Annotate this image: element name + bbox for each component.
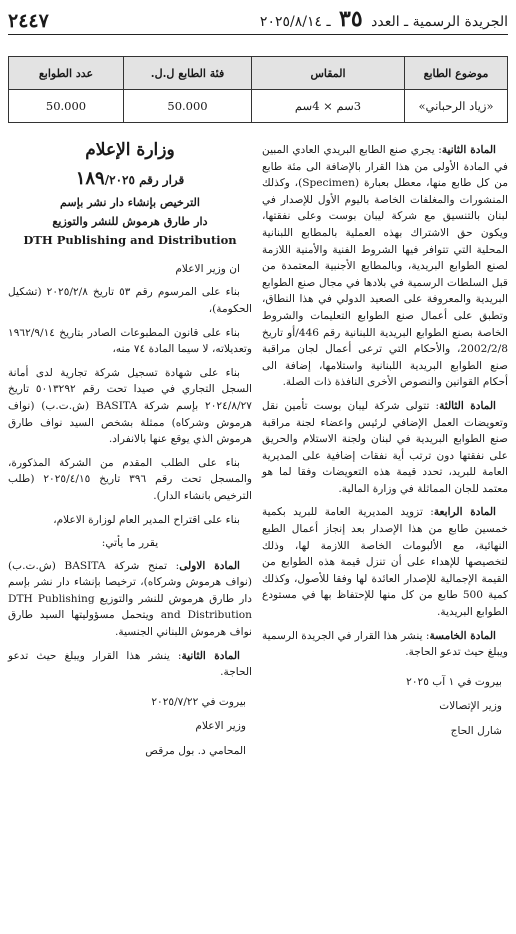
recital: بناء على المرسوم رقم ٥٣ تاريخ ٢٠٢٥/٢/٨ (تشكيل الحكومة)، xyxy=(8,286,252,315)
table-cell: 50.000 xyxy=(9,90,124,123)
article-paragraph xyxy=(8,648,252,681)
article-text: : يجري صنع الطابع البريدي العادي المبين في المادة الأولى من هذا القرار بالإضافة الى مئة طابع من كل طابع منها، معطل بعبارة (Specimen)، وكذلك المنشورات والمغلفات الخاصة باليوم الأول للإصدار في لبنان بالتنسيق مع شركة ليبان بوست وعلى نفقتها، ويكون حق الاشتراك بهذه العملية بالمطابع اللبنانية المحلية التي تتوافر فيها الشروط الفنية والأمنية اللازمة لصنع الطوابع البريدية، وبالمطابع الأجنبية المعتمدة من قبل السلطات الرسمية في بلادها في مجال صنع الطوابع البريدية والمعروفة على الصعيد الدولي في هذا النطاق، وتطبق على أعمال صنع الطوابع التعليمات والشروط الخاصة بصنع الطوابع البريدية اللبنانية رقم 446/أو تاريخ 2002/2/8، والأحكام التي ترعى أعمال لجان مراقبة صنع الطوابع البريدية اللبنانية واستلامها، إضافة الى أحكام القوانين والنصوص الأخرى النافذة ذات الصلة. xyxy=(262,144,508,389)
ministry-heading: وزارة الإعلام xyxy=(85,140,175,160)
table-row xyxy=(9,90,508,123)
issue-date: ٢٠٢٥/٨/١٤ xyxy=(259,14,322,30)
signature-place-date: بيروت في ٢٠٢٥/٧/٢٢ xyxy=(151,695,246,708)
gazette-name: الجريدة الرسمية ـ العدد xyxy=(371,14,508,30)
article-text: : ينشر هذا القرار ويبلغ حيث تدعو الحاجة. xyxy=(8,649,252,679)
left-column xyxy=(8,142,252,768)
table-header-cell: المقاس xyxy=(252,57,405,90)
article-paragraph xyxy=(262,628,508,661)
decision-number-line xyxy=(8,167,252,189)
article-label: المادة الثانية xyxy=(441,144,496,156)
article-paragraph xyxy=(262,504,508,620)
article-text: : ينشر هذا القرار في الجريدة الرسمية ويبلغ حيث تدعو الحاجة. xyxy=(262,629,508,659)
decides-line: يقرر ما يأتي: xyxy=(101,537,159,550)
decision-year: /٢٠٢٥ xyxy=(104,172,135,187)
page-number: ٢٤٤٧ xyxy=(8,10,49,32)
article-text: : تمنح شركة BASITA (ش.ت.ب) (نواف هرموش وشركاه)، ترخيصا بإنشاء دار نشر بإسم دار طارق هرموش للنشر والتوزيع DTH Publishing and Distribution ويتحمل مسؤوليتها السيد طارق نواف هرموش اللبناني الجنسية. xyxy=(8,559,252,639)
signature-name: المحامي د. بول مرقص xyxy=(145,745,246,758)
article-paragraph xyxy=(8,558,252,641)
intro-line: ان وزير الاعلام xyxy=(175,262,240,275)
article-label: المادة الثالثة xyxy=(439,399,496,412)
table-cell: 50.000 xyxy=(124,90,252,123)
signature-name: شارل الحاج xyxy=(450,725,502,737)
signature-title: وزير الإتصالات xyxy=(439,700,502,713)
article-label: المادة الاولى xyxy=(179,559,240,572)
issue-number: ٣٥ xyxy=(339,6,363,32)
article-label: المادة الخامسة xyxy=(429,629,496,642)
article-paragraph xyxy=(262,398,508,498)
page-header xyxy=(8,6,508,35)
table-header-cell: موضوع الطابع xyxy=(405,57,508,90)
article-text: : تزويد المديرية العامة للبريد بكمية خمسين طابع من هذا الإصدار بعد إنجاز أعمال الطبع النهائية، مع الألبومات الخاصة اللازمة لها، وذلك لتخصيصها للإهداء على أن تنزل قيمة هذه الطوابع من القيمة الإجمالية للإصدار العائدة لها وفقا للأصول، وكذلك كمية 500 طابع من كل منها للإحتفاظ بها في مستودع الطوابع البريدية. xyxy=(262,506,509,619)
recital: بناء على قانون المطبوعات الصادر بتاريخ ١٩٦٢/٩/١٤ وتعديلاته، لا سيما المادة ٧٤ منه، xyxy=(8,326,252,356)
table-header-row xyxy=(9,57,508,90)
decision-prefix: قرار رقم xyxy=(139,172,185,187)
decision-title-line: دار طارق هرموش للنشر والتوزيع xyxy=(52,214,208,229)
gazette-title: الجريدة الرسمية ـ العدد ٣٥ ـ ٢٠٢٥/٨/١٤ xyxy=(259,6,508,32)
latin-title: DTH Publishing and Distribution xyxy=(23,233,237,248)
table-header-cell: عدد الطوابع xyxy=(9,57,124,90)
table-header-cell: فئة الطابع ل.ل. xyxy=(124,57,252,90)
article-paragraph xyxy=(262,142,508,391)
article-label: المادة الثانية xyxy=(181,649,240,662)
decision-number: ١٨٩ xyxy=(75,167,105,189)
article-label: المادة الرابعة xyxy=(433,506,496,519)
decision-title-line: الترخيص بإنشاء دار نشر بإسم xyxy=(59,195,201,210)
recital: بناء على الطلب المقدم من الشركة المذكورة، والمسجل تحت رقم ٣٩٦ تاريخ ٢٠٢٥/٤/١٥ (طلب الترخيص بانشاء الدار). xyxy=(8,456,252,502)
right-column xyxy=(262,142,508,748)
signature-place-date: بيروت في ١ آب ٢٠٢٥ xyxy=(406,675,502,688)
table-cell: «زياد الرحباني» xyxy=(405,90,508,123)
signature-title: وزير الاعلام xyxy=(195,720,246,733)
table-cell: 3سم × 4سم xyxy=(252,90,405,123)
recital: بناء على اقتراح المدير العام لوزارة الاعلام، xyxy=(53,513,240,526)
article-text: : تتولى شركة ليبان بوست تأمين نقل وتعويضات العمل الإضافي لرئيس واعضاء لجنة مراقبة صنع الطوابع البريدية في لبنان ولجنة الاستلام والحريق على نفقتها دون ترتب أية نفقات إضافية على المديرية العامة للبريد، تحدد قيمة هذه التعويضات وفقا لما هو معتمد للجان المماثلة في وزارة المالية. xyxy=(262,399,508,495)
stamps-table xyxy=(8,56,508,123)
recital: بناء على شهادة تسجيل شركة تجارية لدى أمانة السجل التجاري في صيدا تحت رقم ٥٠١٣٢٩٢ تاريخ ٢٠٢٤/٨/٢٧ بإسم شركة BASITA (ش.ت.ب) (نواف هرموش وشركاه) ممثلة بشخص السيد نواف طارق هرموش الذي يوقع عنها بالانفراد. xyxy=(8,366,252,446)
